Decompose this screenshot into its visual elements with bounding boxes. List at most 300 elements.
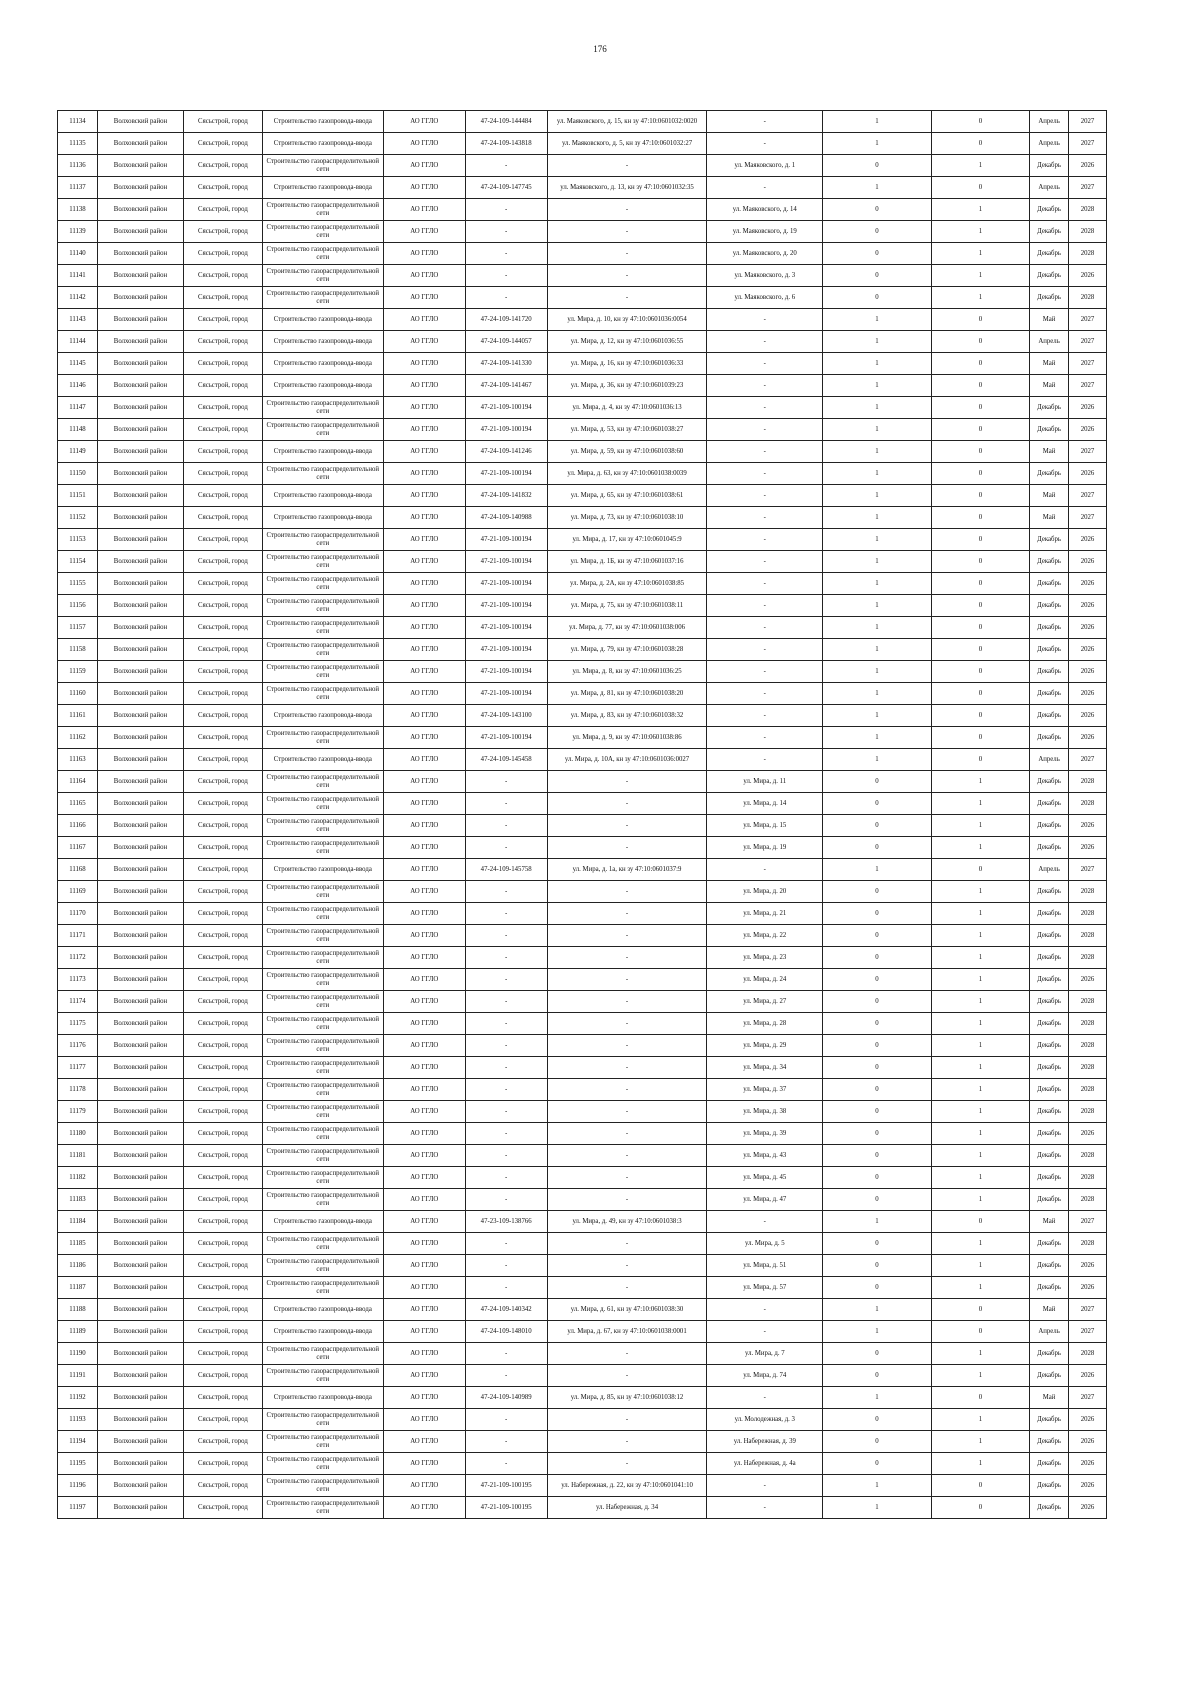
- row-number-cell: 11160: [58, 683, 98, 705]
- count-a-cell: 1: [823, 133, 932, 155]
- work-type-cell: Строительство газораспределительной сети: [262, 1013, 383, 1035]
- row-number-cell: 11167: [58, 837, 98, 859]
- organization-cell: АО ГГЛО: [383, 1343, 465, 1365]
- cadastral-address-cell: ул. Мира, д. 85, кн зу 47:10:0601038:12: [547, 1387, 707, 1409]
- count-b-cell: 0: [931, 683, 1029, 705]
- year-cell: 2026: [1069, 1365, 1107, 1387]
- organization-cell: АО ГГЛО: [383, 265, 465, 287]
- table-row: [58, 133, 1107, 155]
- cadastral-address-cell: -: [547, 771, 707, 793]
- month-cell: Декабрь: [1030, 991, 1069, 1013]
- table-row: [58, 991, 1107, 1013]
- month-cell: Май: [1030, 375, 1069, 397]
- address-cell: -: [707, 1321, 823, 1343]
- count-a-cell: 1: [823, 331, 932, 353]
- district-cell: Волховский район: [97, 573, 183, 595]
- count-a-cell: 1: [823, 617, 932, 639]
- organization-cell: АО ГГЛО: [383, 947, 465, 969]
- organization-cell: АО ГГЛО: [383, 1013, 465, 1035]
- year-cell: 2026: [1069, 1475, 1107, 1497]
- cadastral-address-cell: -: [547, 1167, 707, 1189]
- district-cell: Волховский район: [97, 1189, 183, 1211]
- count-a-cell: 0: [823, 1431, 932, 1453]
- year-cell: 2028: [1069, 221, 1107, 243]
- month-cell: Декабрь: [1030, 551, 1069, 573]
- count-b-cell: 1: [931, 1409, 1029, 1431]
- work-type-cell: Строительство газораспределительной сети: [262, 1057, 383, 1079]
- settlement-cell: Сясьстрой, город: [183, 551, 262, 573]
- row-number-cell: 11143: [58, 309, 98, 331]
- count-b-cell: 0: [931, 1387, 1029, 1409]
- address-cell: -: [707, 375, 823, 397]
- organization-cell: АО ГГЛО: [383, 1277, 465, 1299]
- settlement-cell: Сясьстрой, город: [183, 441, 262, 463]
- count-b-cell: 0: [931, 485, 1029, 507]
- address-cell: -: [707, 595, 823, 617]
- table-row: [58, 243, 1107, 265]
- count-a-cell: 1: [823, 507, 932, 529]
- row-number-cell: 11190: [58, 1343, 98, 1365]
- settlement-cell: Сясьстрой, город: [183, 749, 262, 771]
- organization-cell: АО ГГЛО: [383, 309, 465, 331]
- work-type-cell: Строительство газораспределительной сети: [262, 397, 383, 419]
- count-a-cell: 0: [823, 1057, 932, 1079]
- cadastral-address-cell: ул. Мира, д. 12, кн зу 47:10:0601036:55: [547, 331, 707, 353]
- row-number-cell: 11139: [58, 221, 98, 243]
- application-number-cell: 47-24-109-141246: [465, 441, 547, 463]
- organization-cell: АО ГГЛО: [383, 991, 465, 1013]
- table-row: [58, 1057, 1107, 1079]
- district-cell: Волховский район: [97, 221, 183, 243]
- cadastral-address-cell: ул. Маяковского, д. 5, кн зу 47:10:0601032:27: [547, 133, 707, 155]
- count-b-cell: 0: [931, 859, 1029, 881]
- month-cell: Апрель: [1030, 177, 1069, 199]
- cadastral-address-cell: ул. Мира, д. 49, кн зу 47:10:0601038:3: [547, 1211, 707, 1233]
- row-number-cell: 11173: [58, 969, 98, 991]
- application-number-cell: -: [465, 947, 547, 969]
- cadastral-address-cell: -: [547, 1189, 707, 1211]
- district-cell: Волховский район: [97, 1453, 183, 1475]
- application-number-cell: 47-24-109-140988: [465, 507, 547, 529]
- data-table: [57, 110, 1107, 1519]
- cadastral-address-cell: ул. Мира, д. 79, кн зу 47:10:0601038:28: [547, 639, 707, 661]
- cadastral-address-cell: ул. Набережная, д. 34: [547, 1497, 707, 1519]
- address-cell: ул. Мира, д. 39: [707, 1123, 823, 1145]
- month-cell: Май: [1030, 1387, 1069, 1409]
- cadastral-address-cell: -: [547, 881, 707, 903]
- month-cell: Декабрь: [1030, 837, 1069, 859]
- year-cell: 2027: [1069, 749, 1107, 771]
- work-type-cell: Строительство газораспределительной сети: [262, 1497, 383, 1519]
- month-cell: Декабрь: [1030, 969, 1069, 991]
- count-a-cell: 0: [823, 1453, 932, 1475]
- cadastral-address-cell: ул. Мира, д. 4, кн зу 47:10:0601036:13: [547, 397, 707, 419]
- count-a-cell: 1: [823, 683, 932, 705]
- settlement-cell: Сясьстрой, город: [183, 969, 262, 991]
- table-row: [58, 529, 1107, 551]
- row-number-cell: 11138: [58, 199, 98, 221]
- count-b-cell: 1: [931, 881, 1029, 903]
- table-row: [58, 793, 1107, 815]
- row-number-cell: 11161: [58, 705, 98, 727]
- application-number-cell: -: [465, 1013, 547, 1035]
- address-cell: ул. Мира, д. 20: [707, 881, 823, 903]
- year-cell: 2027: [1069, 133, 1107, 155]
- row-number-cell: 11183: [58, 1189, 98, 1211]
- count-b-cell: 0: [931, 551, 1029, 573]
- year-cell: 2028: [1069, 287, 1107, 309]
- application-number-cell: -: [465, 1079, 547, 1101]
- work-type-cell: Строительство газораспределительной сети: [262, 969, 383, 991]
- table-row: [58, 881, 1107, 903]
- count-a-cell: 1: [823, 419, 932, 441]
- settlement-cell: Сясьстрой, город: [183, 1277, 262, 1299]
- application-number-cell: -: [465, 243, 547, 265]
- count-a-cell: 0: [823, 991, 932, 1013]
- organization-cell: АО ГГЛО: [383, 617, 465, 639]
- address-cell: ул. Мира, д. 21: [707, 903, 823, 925]
- work-type-cell: Строительство газопровода-ввода: [262, 749, 383, 771]
- district-cell: Волховский район: [97, 243, 183, 265]
- table-row: [58, 903, 1107, 925]
- table-row: [58, 1233, 1107, 1255]
- count-b-cell: 1: [931, 969, 1029, 991]
- application-number-cell: 47-24-109-144484: [465, 111, 547, 133]
- settlement-cell: Сясьстрой, город: [183, 287, 262, 309]
- application-number-cell: 47-23-109-138766: [465, 1211, 547, 1233]
- year-cell: 2027: [1069, 375, 1107, 397]
- settlement-cell: Сясьстрой, город: [183, 639, 262, 661]
- count-b-cell: 1: [931, 1079, 1029, 1101]
- settlement-cell: Сясьстрой, город: [183, 1431, 262, 1453]
- address-cell: -: [707, 463, 823, 485]
- year-cell: 2028: [1069, 1233, 1107, 1255]
- address-cell: -: [707, 639, 823, 661]
- address-cell: -: [707, 705, 823, 727]
- month-cell: Апрель: [1030, 331, 1069, 353]
- settlement-cell: Сясьстрой, город: [183, 947, 262, 969]
- count-a-cell: 1: [823, 111, 932, 133]
- table-row: [58, 925, 1107, 947]
- month-cell: Декабрь: [1030, 221, 1069, 243]
- application-number-cell: 47-21-109-100194: [465, 727, 547, 749]
- address-cell: ул. Маяковского, д. 20: [707, 243, 823, 265]
- row-number-cell: 11134: [58, 111, 98, 133]
- settlement-cell: Сясьстрой, город: [183, 903, 262, 925]
- count-b-cell: 0: [931, 353, 1029, 375]
- month-cell: Май: [1030, 441, 1069, 463]
- work-type-cell: Строительство газораспределительной сети: [262, 1453, 383, 1475]
- count-a-cell: 0: [823, 771, 932, 793]
- count-b-cell: 0: [931, 661, 1029, 683]
- application-number-cell: 47-24-109-141720: [465, 309, 547, 331]
- table-row: [58, 639, 1107, 661]
- table-row: [58, 1167, 1107, 1189]
- work-type-cell: Строительство газораспределительной сети: [262, 287, 383, 309]
- settlement-cell: Сясьстрой, город: [183, 837, 262, 859]
- settlement-cell: Сясьстрой, город: [183, 1123, 262, 1145]
- application-number-cell: 47-24-109-141467: [465, 375, 547, 397]
- work-type-cell: Строительство газораспределительной сети: [262, 881, 383, 903]
- month-cell: Декабрь: [1030, 243, 1069, 265]
- organization-cell: АО ГГЛО: [383, 771, 465, 793]
- organization-cell: АО ГГЛО: [383, 969, 465, 991]
- organization-cell: АО ГГЛО: [383, 1101, 465, 1123]
- application-number-cell: -: [465, 1431, 547, 1453]
- organization-cell: АО ГГЛО: [383, 881, 465, 903]
- address-cell: ул. Мира, д. 43: [707, 1145, 823, 1167]
- year-cell: 2026: [1069, 837, 1107, 859]
- row-number-cell: 11165: [58, 793, 98, 815]
- settlement-cell: Сясьстрой, город: [183, 133, 262, 155]
- cadastral-address-cell: ул. Мира, д. 59, кн зу 47:10:0601038:60: [547, 441, 707, 463]
- count-a-cell: 0: [823, 1277, 932, 1299]
- application-number-cell: -: [465, 265, 547, 287]
- work-type-cell: Строительство газораспределительной сети: [262, 683, 383, 705]
- address-cell: -: [707, 309, 823, 331]
- cadastral-address-cell: ул. Мира, д. 10А, кн зу 47:10:0601036:0027: [547, 749, 707, 771]
- work-type-cell: Строительство газораспределительной сети: [262, 947, 383, 969]
- application-number-cell: -: [465, 221, 547, 243]
- month-cell: Декабрь: [1030, 1497, 1069, 1519]
- address-cell: -: [707, 1387, 823, 1409]
- year-cell: 2028: [1069, 243, 1107, 265]
- count-a-cell: 0: [823, 815, 932, 837]
- district-cell: Волховский район: [97, 1057, 183, 1079]
- year-cell: 2027: [1069, 177, 1107, 199]
- work-type-cell: Строительство газораспределительной сети: [262, 1475, 383, 1497]
- count-a-cell: 1: [823, 1387, 932, 1409]
- address-cell: -: [707, 529, 823, 551]
- year-cell: 2027: [1069, 485, 1107, 507]
- work-type-cell: Строительство газопровода-ввода: [262, 441, 383, 463]
- month-cell: Май: [1030, 507, 1069, 529]
- settlement-cell: Сясьстрой, город: [183, 1497, 262, 1519]
- month-cell: Декабрь: [1030, 1255, 1069, 1277]
- cadastral-address-cell: ул. Мира, д. 16, кн зу 47:10:0601036:33: [547, 353, 707, 375]
- cadastral-address-cell: ул. Мира, д. 61, кн зу 47:10:0601038:30: [547, 1299, 707, 1321]
- count-a-cell: 1: [823, 727, 932, 749]
- count-a-cell: 0: [823, 1145, 932, 1167]
- count-b-cell: 1: [931, 1101, 1029, 1123]
- application-number-cell: 47-24-109-144057: [465, 331, 547, 353]
- work-type-cell: Строительство газопровода-ввода: [262, 507, 383, 529]
- month-cell: Декабрь: [1030, 1409, 1069, 1431]
- cadastral-address-cell: -: [547, 903, 707, 925]
- district-cell: Волховский район: [97, 1497, 183, 1519]
- row-number-cell: 11194: [58, 1431, 98, 1453]
- count-b-cell: 1: [931, 265, 1029, 287]
- month-cell: Декабрь: [1030, 771, 1069, 793]
- count-a-cell: 1: [823, 1299, 932, 1321]
- organization-cell: АО ГГЛО: [383, 397, 465, 419]
- organization-cell: АО ГГЛО: [383, 331, 465, 353]
- address-cell: ул. Маяковского, д. 14: [707, 199, 823, 221]
- count-b-cell: 1: [931, 903, 1029, 925]
- count-a-cell: 1: [823, 573, 932, 595]
- table-row: [58, 485, 1107, 507]
- application-number-cell: 47-24-109-145458: [465, 749, 547, 771]
- count-b-cell: 0: [931, 1475, 1029, 1497]
- address-cell: -: [707, 331, 823, 353]
- organization-cell: АО ГГЛО: [383, 1321, 465, 1343]
- month-cell: Декабрь: [1030, 419, 1069, 441]
- count-a-cell: 0: [823, 199, 932, 221]
- settlement-cell: Сясьстрой, город: [183, 925, 262, 947]
- count-b-cell: 0: [931, 705, 1029, 727]
- address-cell: -: [707, 133, 823, 155]
- address-cell: ул. Мира, д. 15: [707, 815, 823, 837]
- work-type-cell: Строительство газораспределительной сети: [262, 661, 383, 683]
- year-cell: 2028: [1069, 925, 1107, 947]
- address-cell: -: [707, 419, 823, 441]
- cadastral-address-cell: ул. Мира, д. 83, кн зу 47:10:0601038:32: [547, 705, 707, 727]
- count-a-cell: 0: [823, 287, 932, 309]
- table-row: [58, 1365, 1107, 1387]
- settlement-cell: Сясьстрой, город: [183, 199, 262, 221]
- month-cell: Декабрь: [1030, 1343, 1069, 1365]
- application-number-cell: -: [465, 771, 547, 793]
- count-b-cell: 1: [931, 1255, 1029, 1277]
- work-type-cell: Строительство газопровода-ввода: [262, 1387, 383, 1409]
- cadastral-address-cell: ул. Мира, д. 1Б, кн зу 47:10:0601037:16: [547, 551, 707, 573]
- table-row: [58, 265, 1107, 287]
- table-row: [58, 1211, 1107, 1233]
- row-number-cell: 11186: [58, 1255, 98, 1277]
- count-a-cell: 0: [823, 881, 932, 903]
- count-b-cell: 1: [931, 1167, 1029, 1189]
- year-cell: 2026: [1069, 1497, 1107, 1519]
- month-cell: Декабрь: [1030, 1035, 1069, 1057]
- work-type-cell: Строительство газораспределительной сети: [262, 221, 383, 243]
- work-type-cell: Строительство газораспределительной сети: [262, 837, 383, 859]
- cadastral-address-cell: ул. Мира, д. 65, кн зу 47:10:0601038:61: [547, 485, 707, 507]
- district-cell: Волховский район: [97, 837, 183, 859]
- cadastral-address-cell: -: [547, 199, 707, 221]
- settlement-cell: Сясьстрой, город: [183, 309, 262, 331]
- cadastral-address-cell: -: [547, 1255, 707, 1277]
- row-number-cell: 11184: [58, 1211, 98, 1233]
- work-type-cell: Строительство газораспределительной сети: [262, 727, 383, 749]
- organization-cell: АО ГГЛО: [383, 111, 465, 133]
- count-a-cell: 0: [823, 1101, 932, 1123]
- count-a-cell: 1: [823, 551, 932, 573]
- count-a-cell: 0: [823, 1365, 932, 1387]
- table-row: [58, 573, 1107, 595]
- application-number-cell: 47-24-109-145758: [465, 859, 547, 881]
- application-number-cell: 47-21-109-100194: [465, 463, 547, 485]
- count-b-cell: 1: [931, 771, 1029, 793]
- table-row: [58, 1475, 1107, 1497]
- month-cell: Апрель: [1030, 111, 1069, 133]
- settlement-cell: Сясьстрой, город: [183, 265, 262, 287]
- address-cell: ул. Мира, д. 29: [707, 1035, 823, 1057]
- settlement-cell: Сясьстрой, город: [183, 1299, 262, 1321]
- district-cell: Волховский район: [97, 1409, 183, 1431]
- row-number-cell: 11182: [58, 1167, 98, 1189]
- district-cell: Волховский район: [97, 683, 183, 705]
- count-a-cell: 1: [823, 397, 932, 419]
- table-row: [58, 1299, 1107, 1321]
- count-b-cell: 0: [931, 309, 1029, 331]
- year-cell: 2026: [1069, 969, 1107, 991]
- settlement-cell: Сясьстрой, город: [183, 463, 262, 485]
- count-b-cell: 1: [931, 1277, 1029, 1299]
- settlement-cell: Сясьстрой, город: [183, 727, 262, 749]
- district-cell: Волховский район: [97, 617, 183, 639]
- month-cell: Декабрь: [1030, 661, 1069, 683]
- year-cell: 2026: [1069, 595, 1107, 617]
- year-cell: 2028: [1069, 1343, 1107, 1365]
- address-cell: -: [707, 507, 823, 529]
- organization-cell: АО ГГЛО: [383, 1057, 465, 1079]
- address-cell: -: [707, 661, 823, 683]
- count-a-cell: 0: [823, 837, 932, 859]
- address-cell: -: [707, 177, 823, 199]
- year-cell: 2026: [1069, 815, 1107, 837]
- district-cell: Волховский район: [97, 133, 183, 155]
- row-number-cell: 11171: [58, 925, 98, 947]
- address-cell: ул. Мира, д. 38: [707, 1101, 823, 1123]
- address-cell: ул. Мира, д. 11: [707, 771, 823, 793]
- month-cell: Декабрь: [1030, 265, 1069, 287]
- year-cell: 2027: [1069, 859, 1107, 881]
- count-a-cell: 1: [823, 639, 932, 661]
- application-number-cell: -: [465, 287, 547, 309]
- count-a-cell: 0: [823, 1079, 932, 1101]
- settlement-cell: Сясьстрой, город: [183, 1079, 262, 1101]
- count-b-cell: 0: [931, 441, 1029, 463]
- cadastral-address-cell: ул. Мира, д. 2А, кн зу 47:10:0601038:85: [547, 573, 707, 595]
- organization-cell: АО ГГЛО: [383, 419, 465, 441]
- row-number-cell: 11192: [58, 1387, 98, 1409]
- count-b-cell: 1: [931, 1453, 1029, 1475]
- settlement-cell: Сясьстрой, город: [183, 815, 262, 837]
- address-cell: -: [707, 683, 823, 705]
- application-number-cell: 47-24-109-147745: [465, 177, 547, 199]
- organization-cell: АО ГГЛО: [383, 683, 465, 705]
- organization-cell: АО ГГЛО: [383, 1453, 465, 1475]
- year-cell: 2028: [1069, 881, 1107, 903]
- address-cell: -: [707, 727, 823, 749]
- district-cell: Волховский район: [97, 815, 183, 837]
- table-row: [58, 617, 1107, 639]
- work-type-cell: Строительство газораспределительной сети: [262, 243, 383, 265]
- count-b-cell: 0: [931, 595, 1029, 617]
- organization-cell: АО ГГЛО: [383, 463, 465, 485]
- work-type-cell: Строительство газораспределительной сети: [262, 529, 383, 551]
- year-cell: 2027: [1069, 1299, 1107, 1321]
- cadastral-address-cell: -: [547, 1233, 707, 1255]
- application-number-cell: 47-21-109-100195: [465, 1497, 547, 1519]
- settlement-cell: Сясьстрой, город: [183, 1453, 262, 1475]
- work-type-cell: Строительство газораспределительной сети: [262, 771, 383, 793]
- table-row: [58, 1189, 1107, 1211]
- district-cell: Волховский район: [97, 155, 183, 177]
- district-cell: Волховский район: [97, 177, 183, 199]
- table-row: [58, 353, 1107, 375]
- work-type-cell: Строительство газораспределительной сети: [262, 155, 383, 177]
- year-cell: 2026: [1069, 573, 1107, 595]
- table-row: [58, 1431, 1107, 1453]
- application-number-cell: 47-21-109-100194: [465, 683, 547, 705]
- organization-cell: АО ГГЛО: [383, 1497, 465, 1519]
- count-b-cell: 1: [931, 991, 1029, 1013]
- table-row: [58, 1321, 1107, 1343]
- count-b-cell: 1: [931, 155, 1029, 177]
- work-type-cell: Строительство газораспределительной сети: [262, 1233, 383, 1255]
- work-type-cell: Строительство газопровода-ввода: [262, 705, 383, 727]
